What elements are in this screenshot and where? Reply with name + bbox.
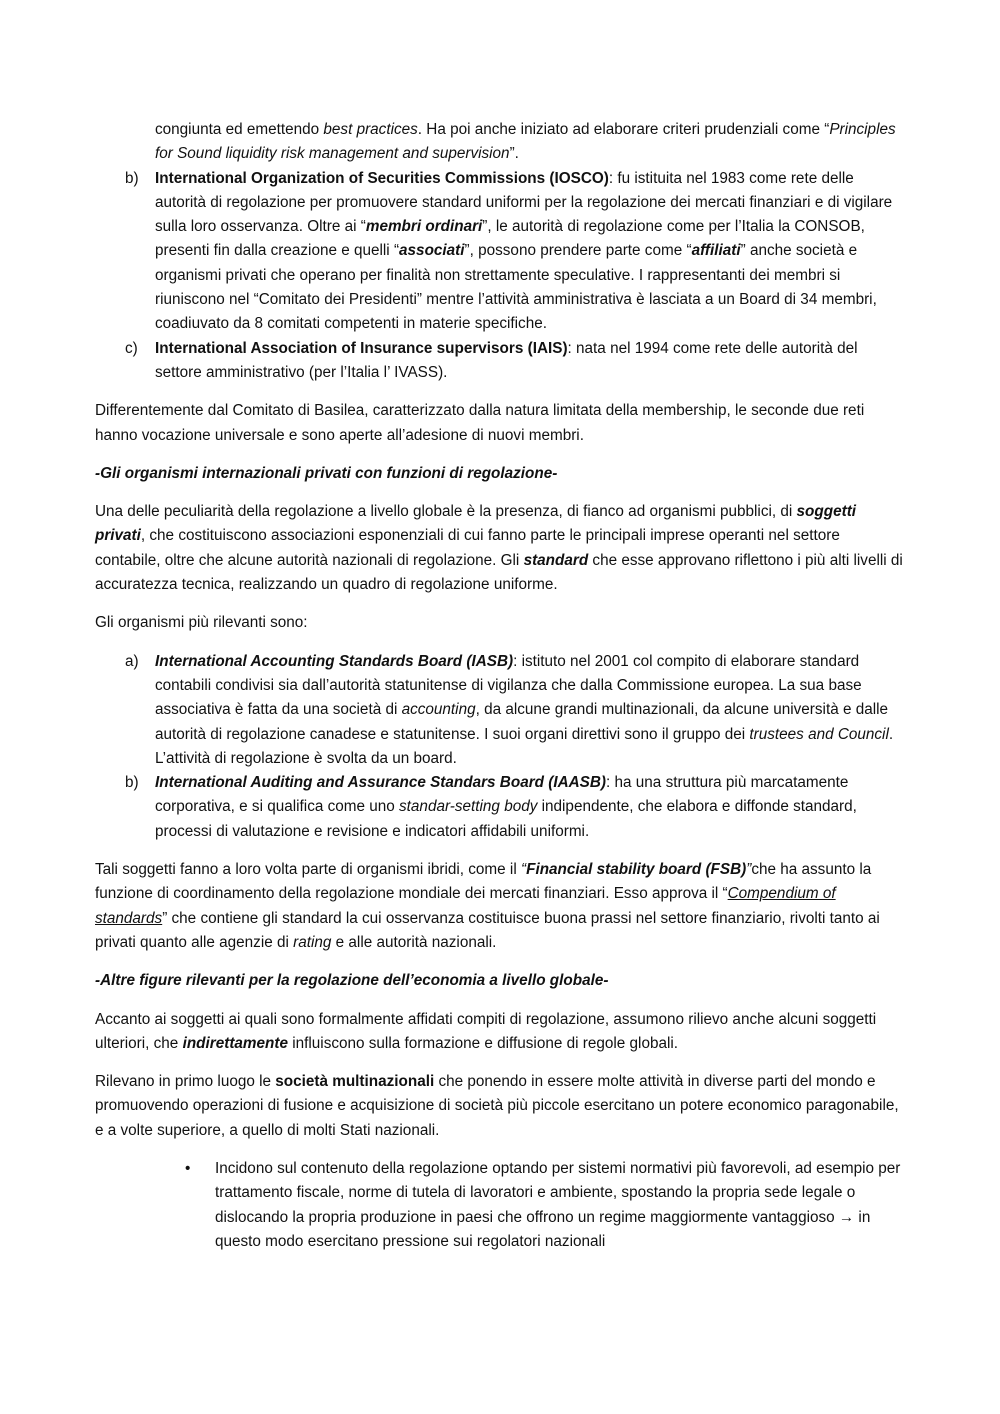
text-run: Accanto ai soggetti ai quali sono formalmente affidati compiti di regolazione, assumono rilievo anche alcuni soggetti ulteriori, che <box>95 1010 877 1052</box>
bold-italic-text: soggetti privati <box>95 503 857 545</box>
text-run: che esse approvano riflettono i più alti livelli di accuratezza tecnica, realizzando un quadro di regolazione uniforme. <box>95 551 903 594</box>
text-run: . L’attività di regolazione è svolta da un board. <box>155 725 894 767</box>
text-run: ”, le autorità di regolazione come per l’Italia la CONSOB, presenti fin dalla creazione e quelli “ <box>155 218 865 260</box>
list-marker: b) <box>125 169 139 187</box>
text-run: : nata nel 1994 come rete delle autorità del settore amministrativo (per l’Italia l’ IVASS). <box>155 339 858 381</box>
bullet-list <box>95 1157 905 1254</box>
list-item-iosco <box>95 167 905 337</box>
text-run: ” che contiene gli standard la cui osservanza costituisce buona prassi nel settore finanziario, rivolti tanto ai privati quanto alle agenzie di <box>95 909 880 951</box>
heading-text: -Gli organismi internazionali privati con funzioni di regolazione- <box>95 464 558 482</box>
text-run: ”, possono prendere parte come “ <box>464 242 692 260</box>
text-run: Incidono sul contenuto della regolazione optando per sistemi normativi più favorevoli, ad esempio per trattamento fiscale, norme di tutela di lavoratori e ambiente, spostando la propria sede legale o dislocando la propria produzione in paesi che offrono un regime maggiormente vantaggioso <box>215 1159 901 1226</box>
italic-text: best practices <box>323 121 418 138</box>
text-run: , che costituiscono associazioni esponenziali di cui fanno parte le principali imprese operanti nel settore contabile, oltre che alcune autorità nazionali di regolazione. Gli <box>95 527 840 569</box>
paragraph: Differentemente dal Comitato di Basilea, caratterizzato dalla natura limitata della membership, le seconde due reti hanno vocazione universale e sono aperte all’adesione di nuovi membri. <box>95 402 865 444</box>
list-item-iaasb <box>95 771 905 844</box>
list-item-iasb <box>95 650 905 771</box>
ordered-list <box>95 650 905 844</box>
bold-italic-text: indirettamente <box>182 1034 288 1052</box>
paragraph <box>95 1008 905 1057</box>
text-run: congiunta ed emettendo <box>155 121 324 138</box>
paragraph: Gli organismi più rilevanti sono: <box>95 614 308 632</box>
list-item-continuation <box>95 118 905 167</box>
text-run: ”. <box>509 145 519 163</box>
italic-text: rating <box>293 933 332 951</box>
text-run: : ha una struttura più marcatamente corporativa, e si qualifica come uno <box>155 774 849 816</box>
italic-text: accounting <box>401 701 476 719</box>
list-marker: a) <box>125 652 139 670</box>
section-heading <box>95 462 905 486</box>
bold-italic-text: Financial stability board (FSB) <box>526 861 747 879</box>
italic-text: ” <box>746 861 752 879</box>
text-run: : istituto nel 2001 col compito di elaborare standard contabili condivisi sia dall’autorità statunitense di vigilanza che dalla Commissione europea. La sua base associativa è fatta da una società di <box>155 652 862 719</box>
italic-text: trustees and Council <box>749 725 889 743</box>
text-run: influiscono sulla formazione e diffusione di regole globali. <box>287 1034 679 1052</box>
item-title: International Association of Insurance supervisors (IAIS) <box>155 339 568 357</box>
text-run: che ha assunto la funzione di coordinamento della regolazione mondiale dei mercati finanziari. Esso approva il “ <box>95 861 872 903</box>
item-title: International Accounting Standards Board (IASB) <box>155 652 514 670</box>
text-run: ” anche società e organismi privati che operano per finalità non strettamente speculative. I rappresentanti dei membri si riuniscono nel “Comitato dei Presidenti” mentre l’attività amministrativa è lasciata a un Board di 34 membri, coadiuvato da 8 comitati competenti in materie specifiche. <box>155 242 877 333</box>
text-run: . Ha poi anche iniziato ad elaborare criteri prudenziali come “ <box>417 121 830 138</box>
paragraph <box>95 858 905 955</box>
list-item-iais <box>95 337 905 386</box>
text-run: in questo modo esercitano pressione sui regolatori nazionali <box>215 1208 871 1250</box>
text-run: indipendente, che elabora e diffonde standard, processi di valutazione e revisione e indicatori affidabili uniformi. <box>155 798 857 840</box>
bold-italic-text: affiliati <box>691 242 741 260</box>
underlined-italic-text: Compendium of standards <box>95 885 836 927</box>
item-title: International Auditing and Assurance Standars Board (IAASB) <box>155 774 607 792</box>
italic-text: Principles for Sound liquidity risk management and supervision <box>155 121 896 163</box>
paragraph <box>95 1070 905 1143</box>
bold-italic-text: membri ordinari <box>365 218 483 236</box>
text-run: e alle autorità nazionali. <box>331 933 497 951</box>
item-title: International Organization of Securities Commissions (IOSCO) <box>155 169 609 187</box>
text-run: Rilevano in primo luogo le <box>95 1073 276 1091</box>
bold-italic-text: standard <box>523 551 589 569</box>
bullet-item <box>185 1157 905 1254</box>
bold-italic-text: associati <box>399 242 465 260</box>
text-run: Tali soggetti fanno a loro volta parte di organismi ibridi, come il <box>95 861 521 879</box>
text-run: che ponendo in essere molte attività in diverse parti del mondo e promuovendo operazioni di fusione e acquisizione di società più piccole esercitano un potere economico paragonabile, e a volte superiore, a quello di molti Stati nazionali. <box>95 1073 899 1139</box>
page-content <box>95 118 905 1254</box>
italic-text: “ <box>520 861 527 879</box>
arrow-right-icon: → <box>838 1208 855 1226</box>
text-run: : fu istituita nel 1983 come rete delle autorità di regolazione per promuovere standard uniformi per la regolazione dei mercati finanziari e di vigilare sulla loro osservanza. Oltre ai “ <box>155 169 893 236</box>
list-marker: c) <box>125 339 138 357</box>
list-marker: b) <box>125 774 139 792</box>
text-run: Una delle peculiarità della regolazione a livello globale è la presenza, di fianco ad organismi pubblici, di <box>95 503 797 521</box>
italic-text: standar-setting body <box>399 798 538 816</box>
section-heading <box>95 969 905 993</box>
text-run: , da alcune grandi multinazionali, da alcune università e dalle autorità di regolazione canadese e statunitense. I suoi organi direttivi sono il gruppo dei <box>155 701 889 743</box>
paragraph <box>95 500 905 597</box>
bold-text: società multinazionali <box>275 1073 435 1091</box>
bullet-icon: • <box>185 1159 191 1177</box>
heading-text: -Altre figure rilevanti per la regolazione dell’economia a livello globale- <box>95 972 609 990</box>
